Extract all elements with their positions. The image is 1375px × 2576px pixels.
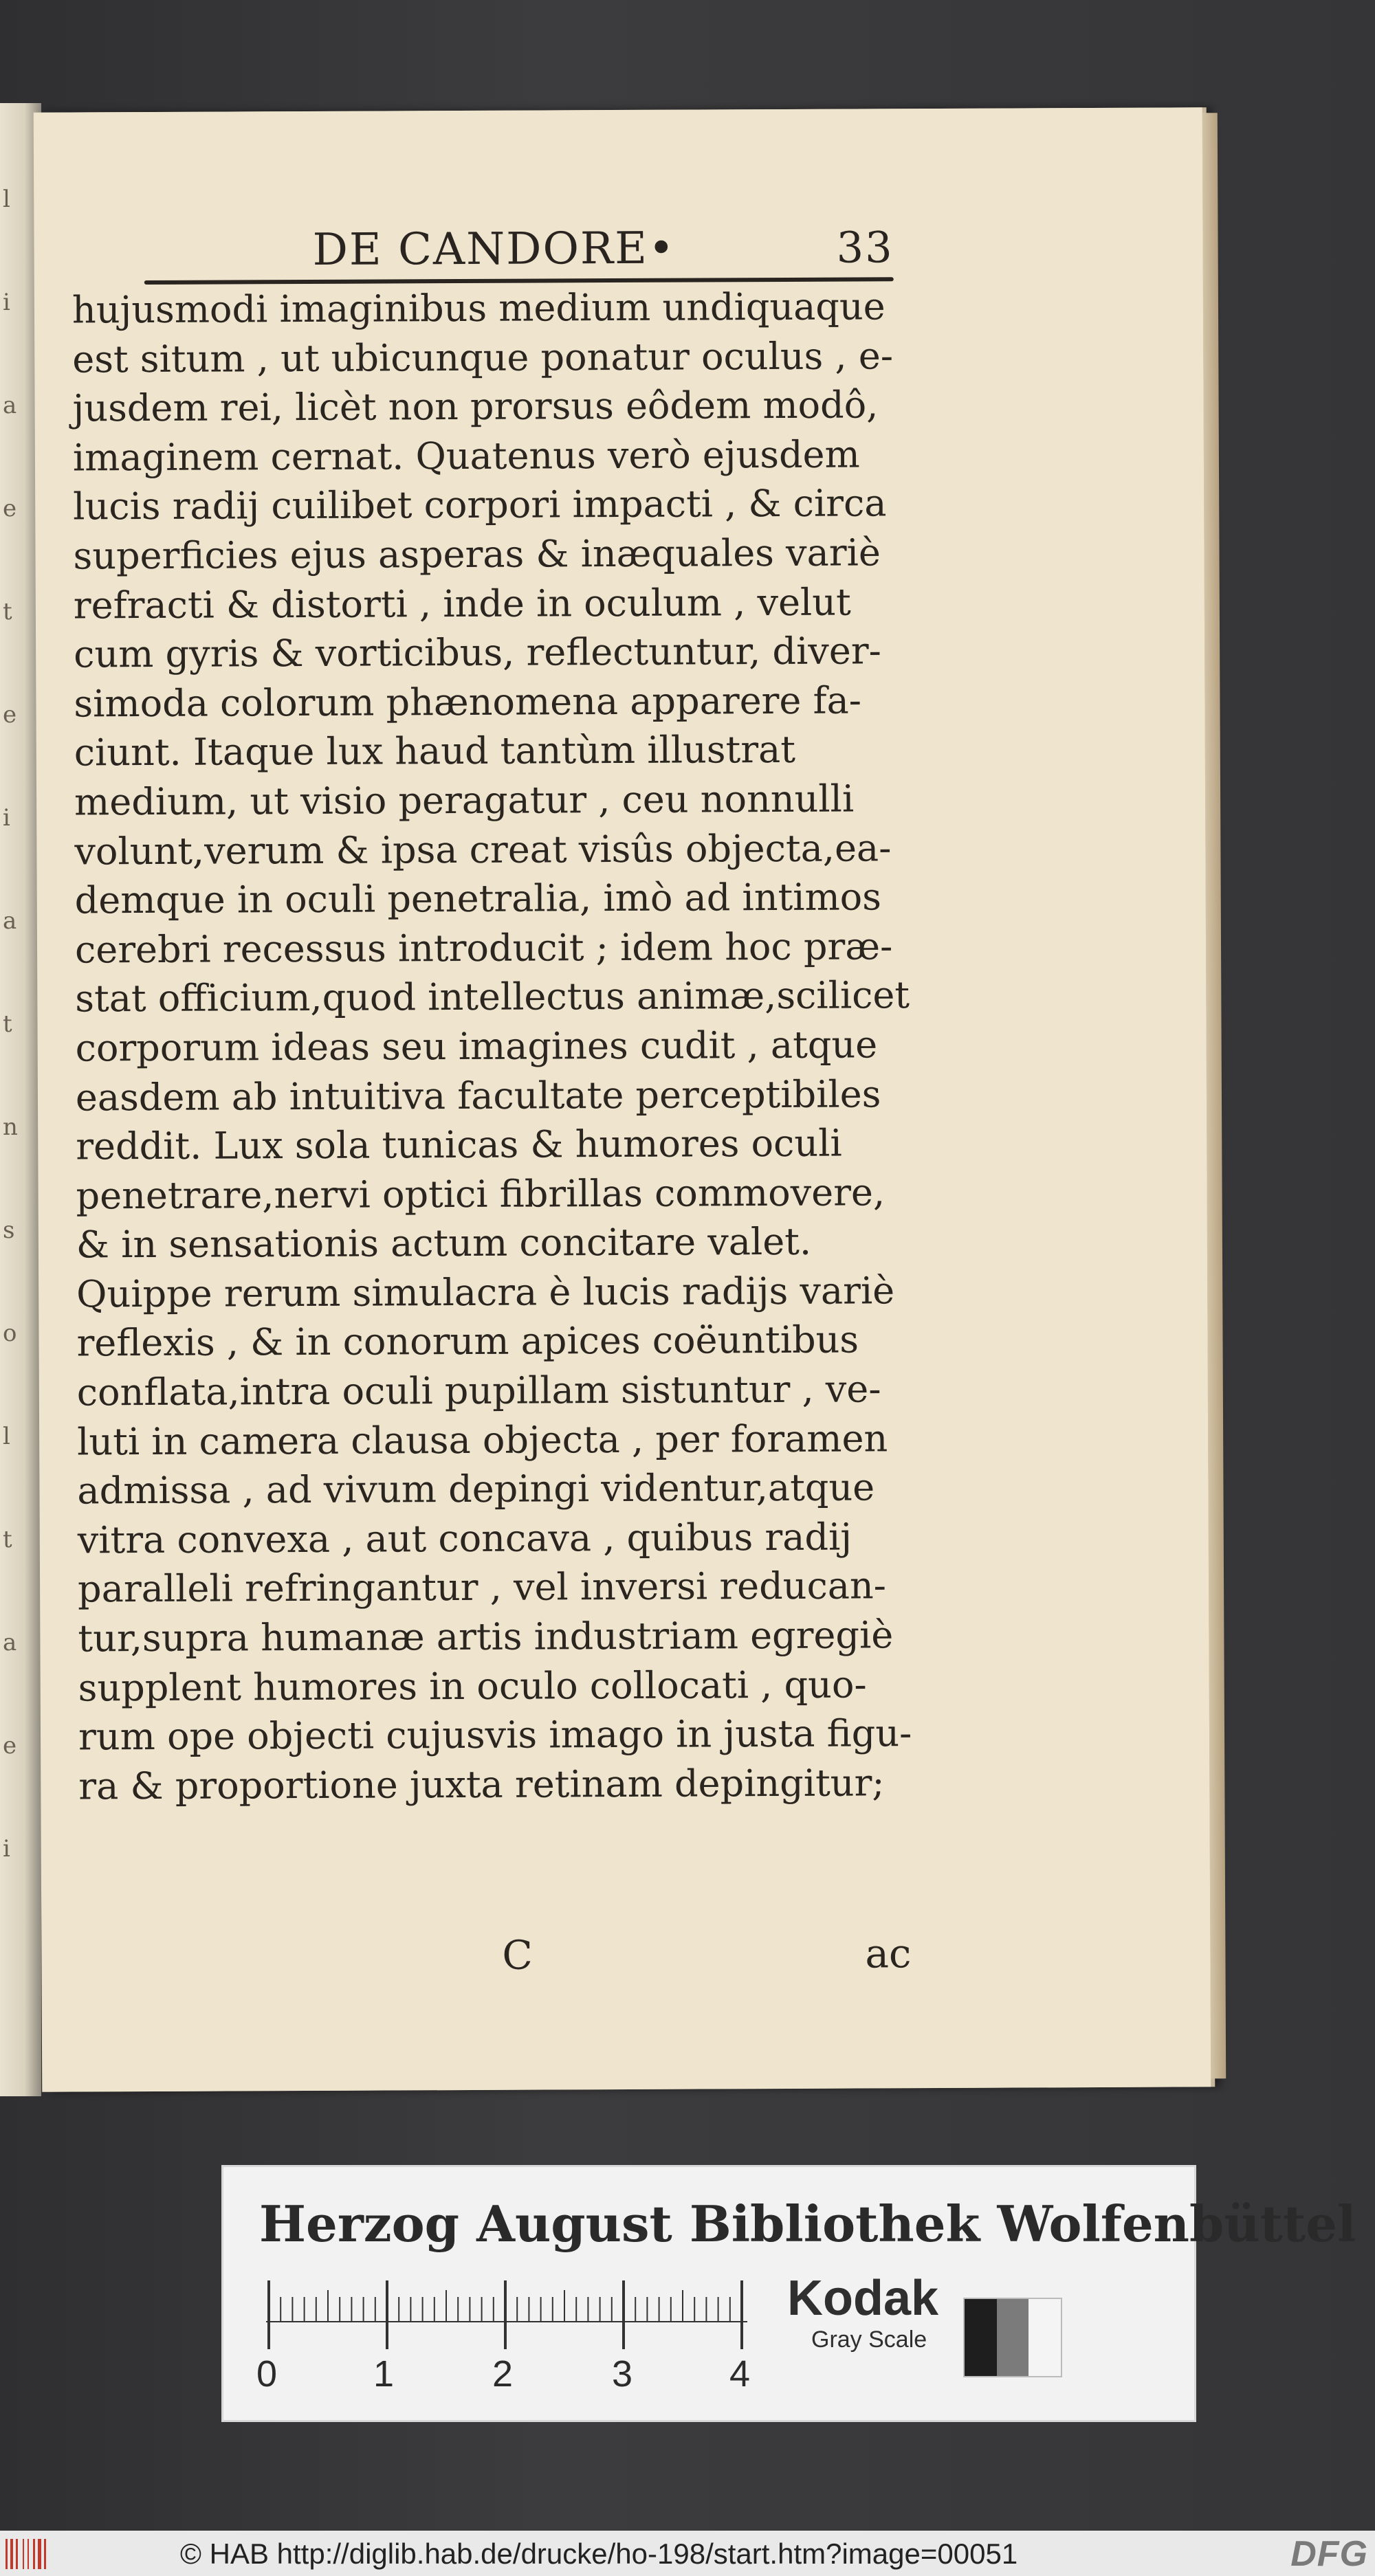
running-head-title: DE CANDORE• xyxy=(312,223,676,276)
barcode-bar xyxy=(28,2539,29,2569)
barcode-bar xyxy=(23,2539,24,2569)
ruler-number: 4 xyxy=(729,2353,751,2395)
text-line: cum gyris & vorticibus, reflectuntur, diver- xyxy=(74,629,881,676)
text-line: simoda colorum phænomena apparere fa- xyxy=(74,678,862,726)
text-line: reflexis , & in conorum apices coëuntibus xyxy=(76,1318,859,1365)
edge-mark: o xyxy=(3,1320,17,1347)
gray-scale-patches xyxy=(965,2299,1061,2376)
text-line: demque in oculi penetralia, imò ad intimos xyxy=(74,875,882,922)
edge-mark: e xyxy=(3,1732,17,1759)
edge-mark: i xyxy=(3,1835,10,1863)
barcode-bar xyxy=(10,2539,13,2569)
edge-mark: a xyxy=(3,1629,17,1656)
barcode-bar xyxy=(33,2539,35,2569)
text-line: tur,supra humanæ artis industriam egregiè xyxy=(78,1613,894,1661)
edge-mark: t xyxy=(3,1526,12,1553)
edge-mark: i xyxy=(3,289,10,316)
kodak-logo: Kodak xyxy=(787,2271,939,2326)
edge-mark: e xyxy=(3,495,17,522)
ruler-number: 2 xyxy=(492,2353,514,2395)
text-line: refracti & distorti , inde in oculum , velut xyxy=(73,580,851,628)
edge-mark: e xyxy=(3,701,17,729)
text-line: & in sensationis actum concitare valet. xyxy=(76,1220,812,1267)
text-line: admissa , ad vivum depingi videntur,atque xyxy=(77,1465,875,1513)
book-page xyxy=(34,107,1211,2091)
edge-mark: t xyxy=(3,1010,12,1038)
text-line: luti in camera clausa objecta , per foramen xyxy=(77,1416,888,1464)
text-line: paralleli refringantur , vel inversi reducan- xyxy=(77,1564,887,1611)
edge-mark: a xyxy=(3,392,17,419)
dfg-logo: DFG xyxy=(1290,2534,1368,2574)
edge-mark: l xyxy=(3,186,10,213)
ruler-number: 1 xyxy=(373,2353,395,2395)
page-number: 33 xyxy=(836,222,894,273)
copyright-url[interactable]: © HAB http://diglib.hab.de/drucke/ho-198/start.htm?image=00051 xyxy=(180,2538,1018,2570)
ruler-numbers xyxy=(256,2353,806,2401)
text-line: vitra convexa , aut concava , quibus radij xyxy=(77,1515,852,1562)
page-fore-edge xyxy=(1202,113,1226,2078)
text-line: conflata,intra oculi pupillam sistuntur , ve- xyxy=(76,1367,881,1414)
text-line: stat officium,quod intellectus animæ,scilicet xyxy=(75,973,910,1021)
text-line: corporum ideas seu imagines cudit , atque xyxy=(75,1023,878,1070)
edge-mark: a xyxy=(3,907,17,935)
text-line: lucis radij cuilibet corpori impacti , & circa xyxy=(73,481,887,529)
signature-mark: C xyxy=(502,1931,533,1979)
ruler-number: 3 xyxy=(612,2353,633,2395)
gray-patch-light xyxy=(1028,2299,1061,2376)
edge-mark: s xyxy=(3,1217,15,1244)
text-line: ra & proportione juxta retinam depingitur; xyxy=(78,1761,885,1808)
signature-line xyxy=(79,1930,911,1988)
text-line: rum ope objecti cujusvis imago in justa figu- xyxy=(78,1711,912,1759)
barcode-bar xyxy=(38,2539,41,2569)
viewer-footer xyxy=(0,2531,1375,2576)
ruler-icon xyxy=(266,2280,761,2363)
barcode-bar xyxy=(44,2539,46,2569)
text-line: superficies ejus asperas & inæquales variè xyxy=(73,531,881,578)
text-line: jusdem rei, licèt non prorsus eôdem modô, xyxy=(72,383,879,430)
text-line: est situm , ut ubicunque ponatur oculus , e- xyxy=(72,333,894,381)
text-line: medium, ut visio peragatur , ceu nonnulli xyxy=(74,777,855,824)
edge-mark: n xyxy=(3,1113,18,1141)
gray-patch-dark xyxy=(965,2299,997,2376)
text-line: Quippe rerum simulacra è lucis radijs variè xyxy=(76,1269,895,1316)
edge-mark: l xyxy=(3,1423,10,1450)
library-color-card xyxy=(223,2167,1356,2420)
text-line: cerebri recessus introducit ; idem hoc præ- xyxy=(74,924,893,972)
text-line: reddit. Lux sola tunicas & humores oculi xyxy=(76,1121,842,1168)
text-line: volunt,verum & ipsa creat visûs objecta,ea- xyxy=(74,825,892,874)
text-line: imaginem cernat. Quatenus verò ejusdem xyxy=(72,432,860,480)
edge-mark: t xyxy=(3,598,12,625)
barcode-bar xyxy=(16,2539,18,2569)
library-name: Herzog August Bibliothek Wolfenbüttel xyxy=(259,2195,1356,2253)
gray-patch-mid xyxy=(997,2299,1029,2376)
text-line: hujusmodi imaginibus medium undiquaque xyxy=(72,285,886,332)
barcode-icon xyxy=(6,2539,56,2569)
barcode-bar xyxy=(6,2539,8,2569)
text-line: penetrare,nervi optici fibrillas commovere, xyxy=(76,1170,886,1218)
catchword: ac xyxy=(865,1930,912,1977)
edge-mark: i xyxy=(3,804,10,832)
body-text xyxy=(72,282,911,1811)
ruler-number: 0 xyxy=(256,2353,278,2395)
text-line: ciunt. Itaque lux haud tantùm illustrat xyxy=(74,728,796,775)
gray-scale-label: Gray Scale xyxy=(811,2327,927,2353)
text-line: supplent humores in oculo collocati , quo- xyxy=(78,1663,867,1710)
text-line: easdem ab intuitiva facultate perceptibiles xyxy=(75,1072,881,1119)
